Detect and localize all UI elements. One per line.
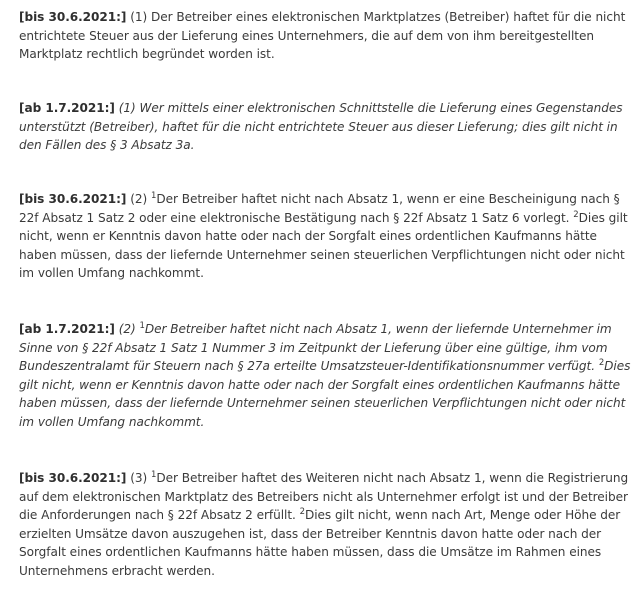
sentence-number-2: 2 <box>299 507 305 518</box>
sentence-2-text: Dies gilt nicht, wenn er Kenntnis davon hatte oder nach der Sorgfalt eines ordentlichen Kaufmanns hätte haben müssen, dass der liefernde Unternehmer seinen steuerlichen Verpflichtungen nicht oder nicht im vollen Umfang nachkommt. <box>19 359 631 429</box>
sentence-number-2: 2 <box>598 358 605 369</box>
paragraph-number: (2) <box>126 192 151 206</box>
paragraph-1-ab <box>19 99 633 155</box>
sentence-number-1: 1 <box>150 470 157 480</box>
sentence-number-2: 2 <box>573 209 579 220</box>
paragraph-number: (2) <box>114 322 140 336</box>
sentence-2-text: Dies gilt nicht, wenn nach Art, Menge oder Höhe der erzielten Umsätze davon auszugehen ist, dass der Betreiber Kenntnis davon hatte oder nach der Sorgfalt eines ordentlichen Kaufmanns hätte haben müssen, dass die Umsätze im Rahmen eines Unternehmens erbracht werden. <box>19 508 621 578</box>
sentence-2-text: Dies gilt nicht, wenn er Kenntnis davon hatte oder nach der Sorgfalt eines ordentlichen Kaufmanns hätte haben müssen, dass der liefernde Unternehmer seinen steuerlichen Verpflichtungen nicht oder nicht im vollen Umfang nachkommt. <box>19 210 628 281</box>
paragraph-2-ab <box>19 320 633 432</box>
paragraph-number: (3) <box>126 471 151 485</box>
sentence-number-1: 1 <box>150 191 157 201</box>
paragraph-3-bis <box>19 469 633 581</box>
paragraph-1-bis <box>19 8 633 64</box>
version-tag: [ab 1.7.2021:] <box>19 322 115 336</box>
version-tag: [bis 30.6.2021:] <box>19 192 127 206</box>
version-tag: [bis 30.6.2021:] <box>19 10 127 24</box>
sentence-number-1: 1 <box>139 321 145 331</box>
sentence-1-text: Der Betreiber haftet nicht nach Absatz 1, wenn er eine Bescheinigung nach § 22f Absatz 1 Satz 2 oder eine elektronische Bestätigung nach § 22f Absatz 1 Satz 6 vorlegt. <box>19 192 620 225</box>
sentence-1-text: Der Betreiber haftet des Weiteren nicht nach Absatz 1, wenn die Registrierung auf dem elektronischen Marktplatz des Betreibers nicht als Unternehmer erfolgt ist und der Betreiber die Anforderungen nach § 22f Absatz 2 erfüllt. <box>19 471 629 523</box>
version-tag: [bis 30.6.2021:] <box>19 471 127 485</box>
version-tag: [ab 1.7.2021:] <box>19 101 115 115</box>
paragraph-2-bis <box>19 190 633 283</box>
sentence-1-text: Der Betreiber haftet nicht nach Absatz 1, wenn der liefernde Unternehmer im Sinne von § 22f Absatz 1 Satz 1 Nummer 3 im Zeitpunkt der Lieferung über eine gültige, ihm vom Bundeszentralamt für Steuern nach § 27a erteilte Umsatzsteuer-Identifikationsnummer verfügt. <box>19 322 612 374</box>
paragraph-text: (1) Wer mittels einer elektronischen Schnittstelle die Lieferung eines Gegenstandes unterstützt (Betreiber), haftet für die nicht entrichtete Steuer aus dieser Lieferung; dies gilt nicht in den Fällen des § 3 Absatz 3a. <box>19 101 623 153</box>
paragraph-text: (1) Der Betreiber eines elektronischen Marktplatzes (Betreiber) haftet für die nicht entrichtete Steuer aus der Lieferung eines Unternehmers, die auf dem von ihm bereitgestellten Marktplatz rechtlich begründet worden ist. <box>19 10 626 62</box>
